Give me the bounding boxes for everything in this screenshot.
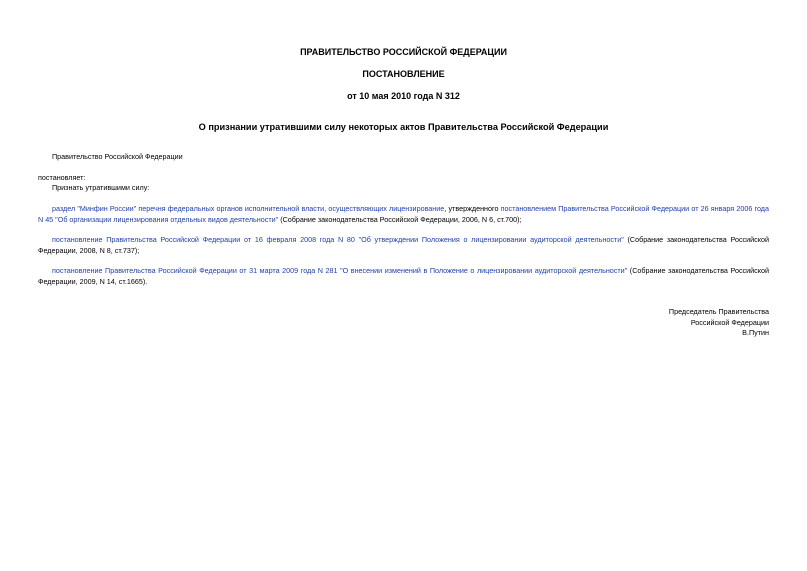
declare-paragraph: Признать утратившими силу: [52, 183, 150, 192]
list-item [38, 235, 769, 256]
signature-block [669, 307, 769, 339]
document-link[interactable]: раздел "Минфин России" перечня федеральных органов исполнительной власти, осуществляющих лицензирование [52, 204, 445, 213]
document-type: ПОСТАНОВЛЕНИЕ [362, 69, 445, 79]
decrees-paragraph: постановляет: [38, 173, 86, 182]
document-link[interactable]: постановлением Правительства Российской Федерации от 26 января 2006 года N 45 "Об организации лицензирования отдельных видов деятельности" [38, 204, 769, 224]
signature-name: В.Путин [742, 328, 769, 337]
intro-paragraph: Правительство Российской Федерации [52, 152, 183, 161]
list-item [38, 204, 769, 225]
signature-title-line1: Председатель Правительства [668, 307, 769, 316]
item-text: (Собрание законодательства Российской Федерации, 2009, N 14, ст.1665). [38, 266, 770, 286]
document-date: от 10 мая 2010 года N 312 [347, 91, 460, 101]
document-subject: О признании утратившими силу некоторых актов Правительства Российской Федерации [198, 122, 609, 132]
signature-title-line2: Российской Федерации [690, 317, 769, 327]
document-link[interactable]: постановление Правительства Российской Федерации от 31 марта 2009 года N 281 "О внесении изменений в Положение о лицензировании аудиторской деятельности" [52, 266, 628, 275]
document-link[interactable]: постановление Правительства Российской Федерации от 16 февраля 2008 года N 80 "Об утверждении Положения о лицензировании аудиторской деятельности" [52, 235, 624, 244]
document-issuer: ПРАВИТЕЛЬСТВО РОССИЙСКОЙ ФЕДЕРАЦИИ [300, 47, 507, 57]
item-text: (Собрание законодательства Российской Федерации, 2008, N 8, ст.737); [38, 235, 769, 255]
item-text: (Собрание законодательства Российской Федерации, 2006, N 6, ст.700); [278, 214, 522, 224]
list-item [38, 266, 769, 287]
item-text: , утвержденного [444, 204, 501, 213]
